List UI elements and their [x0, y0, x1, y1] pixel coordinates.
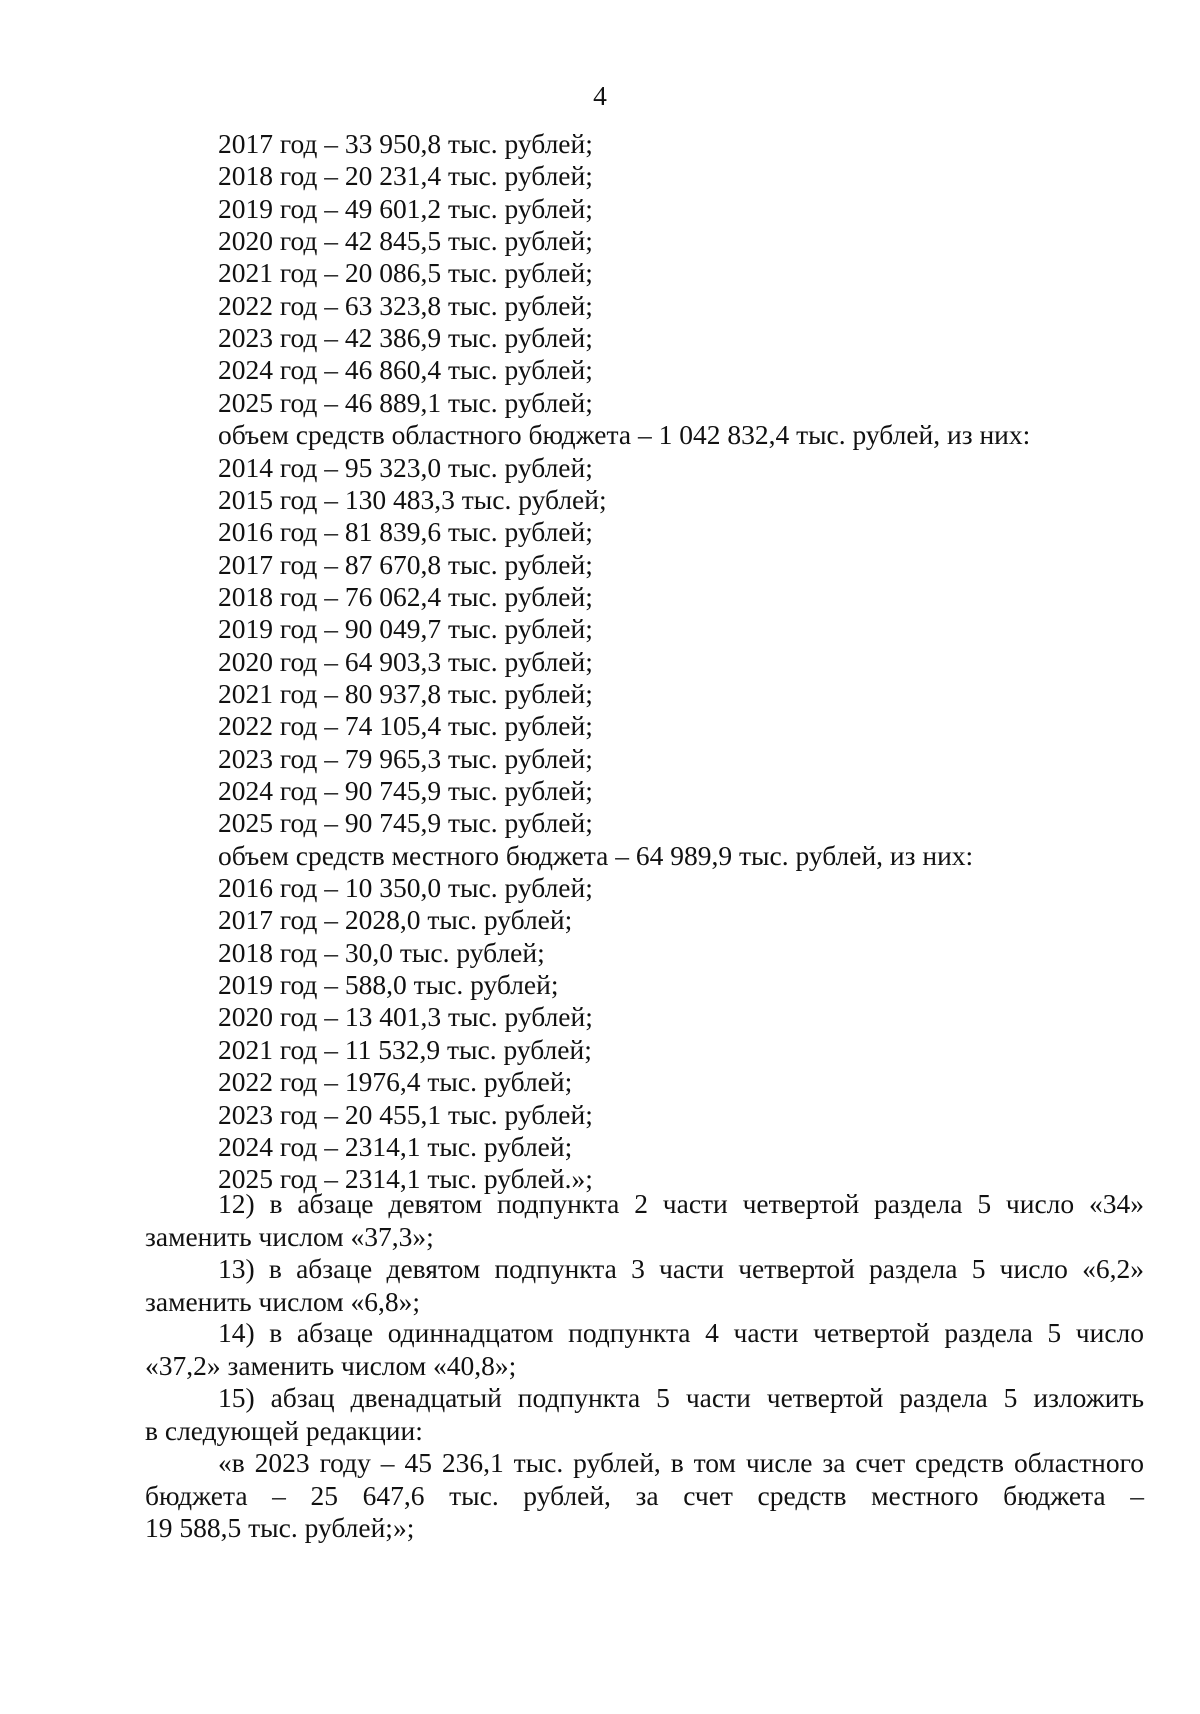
local-budget-line: 2016 год – 10 350,0 тыс. рублей;: [218, 872, 593, 904]
amendment-line: 15) абзац двенадцатый подпункта 5 части четвертой раздела 5 изложить: [218, 1382, 1144, 1413]
amendment-line: «в 2023 году – 45 236,1 тыс. рублей, в том числе за счет средств областного: [218, 1447, 1144, 1478]
amendment-line: в следующей редакции:: [145, 1414, 423, 1446]
amendment-line: заменить числом «37,3»;: [145, 1220, 434, 1252]
regional-budget-line: 2025 год – 90 745,9 тыс. рублей;: [218, 807, 593, 839]
funding-line: 2018 год – 20 231,4 тыс. рублей;: [218, 160, 593, 192]
local-budget-line: 2021 год – 11 532,9 тыс. рублей;: [218, 1033, 592, 1065]
regional-budget-line: 2020 год – 64 903,3 тыс. рублей;: [218, 645, 593, 677]
regional-budget-heading: объем средств областного бюджета – 1 042 832,4 тыс. рублей, из них:: [218, 419, 1031, 451]
local-budget-line: 2019 год – 588,0 тыс. рублей;: [218, 969, 559, 1001]
regional-budget-line: 2023 год – 79 965,3 тыс. рублей;: [218, 742, 593, 774]
amendment-line: 12) в абзаце девятом подпункта 2 части четвертой раздела 5 число «34»: [218, 1188, 1144, 1219]
local-budget-line: 2025 год – 2314,1 тыс. рублей.»;: [218, 1163, 593, 1195]
funding-line: 2023 год – 42 386,9 тыс. рублей;: [218, 322, 593, 354]
amendment-paragraph: [145, 1188, 1144, 1253]
amendment-paragraph: [145, 1317, 1144, 1382]
funding-line: 2024 год – 46 860,4 тыс. рублей;: [218, 354, 593, 386]
funding-line: 2022 год – 63 323,8 тыс. рублей;: [218, 289, 593, 321]
amendment-line: 13) в абзаце девятом подпункта 3 части четвертой раздела 5 число «6,2»: [218, 1253, 1144, 1284]
funding-line: 2021 год – 20 086,5 тыс. рублей;: [218, 257, 593, 289]
local-budget-line: 2020 год – 13 401,3 тыс. рублей;: [218, 1001, 593, 1033]
funding-line: 2020 год – 42 845,5 тыс. рублей;: [218, 225, 593, 257]
regional-budget-line: 2017 год – 87 670,8 тыс. рублей;: [218, 548, 593, 580]
amendment-paragraph: [145, 1253, 1144, 1318]
local-budget-line: 2023 год – 20 455,1 тыс. рублей;: [218, 1098, 593, 1130]
funding-line: 2025 год – 46 889,1 тыс. рублей;: [218, 386, 593, 418]
local-budget-heading: объем средств местного бюджета – 64 989,9 тыс. рублей, из них:: [218, 839, 974, 871]
regional-budget-line: 2018 год – 76 062,4 тыс. рублей;: [218, 580, 593, 612]
funding-line: 2019 год – 49 601,2 тыс. рублей;: [218, 192, 593, 224]
regional-budget-line: 2024 год – 90 745,9 тыс. рублей;: [218, 775, 593, 806]
page-number: 4: [593, 80, 607, 111]
amendment-paragraph: [145, 1447, 1144, 1545]
local-budget-line: 2017 год – 2028,0 тыс. рублей;: [218, 904, 573, 936]
regional-budget-line: 2021 год – 80 937,8 тыс. рублей;: [218, 677, 593, 709]
local-budget-line: 2018 год – 30,0 тыс. рублей;: [218, 936, 545, 968]
local-budget-line: 2024 год – 2314,1 тыс. рублей;: [218, 1130, 573, 1162]
regional-budget-line: 2016 год – 81 839,6 тыс. рублей;: [218, 516, 593, 548]
amendment-line: заменить числом «6,8»;: [145, 1285, 421, 1317]
amendment-paragraph: [145, 1382, 1144, 1447]
funding-line: 2017 год – 33 950,8 тыс. рублей;: [218, 128, 593, 159]
local-budget-line: 2022 год – 1976,4 тыс. рублей;: [218, 1066, 573, 1098]
amendment-line: бюджета – 25 647,6 тыс. рублей, за счет средств местного бюджета –: [145, 1479, 1144, 1511]
amendment-line: «37,2» заменить числом «40,8»;: [145, 1349, 517, 1381]
regional-budget-line: 2019 год – 90 049,7 тыс. рублей;: [218, 613, 593, 645]
regional-budget-line: 2015 год – 130 483,3 тыс. рублей;: [218, 483, 607, 515]
regional-budget-line: 2014 год – 95 323,0 тыс. рублей;: [218, 451, 593, 483]
regional-budget-line: 2022 год – 74 105,4 тыс. рублей;: [218, 710, 593, 742]
amendment-line: 19 588,5 тыс. рублей;»;: [145, 1512, 415, 1543]
amendment-line: 14) в абзаце одиннадцатом подпункта 4 части четвертой раздела 5 число: [218, 1317, 1144, 1348]
